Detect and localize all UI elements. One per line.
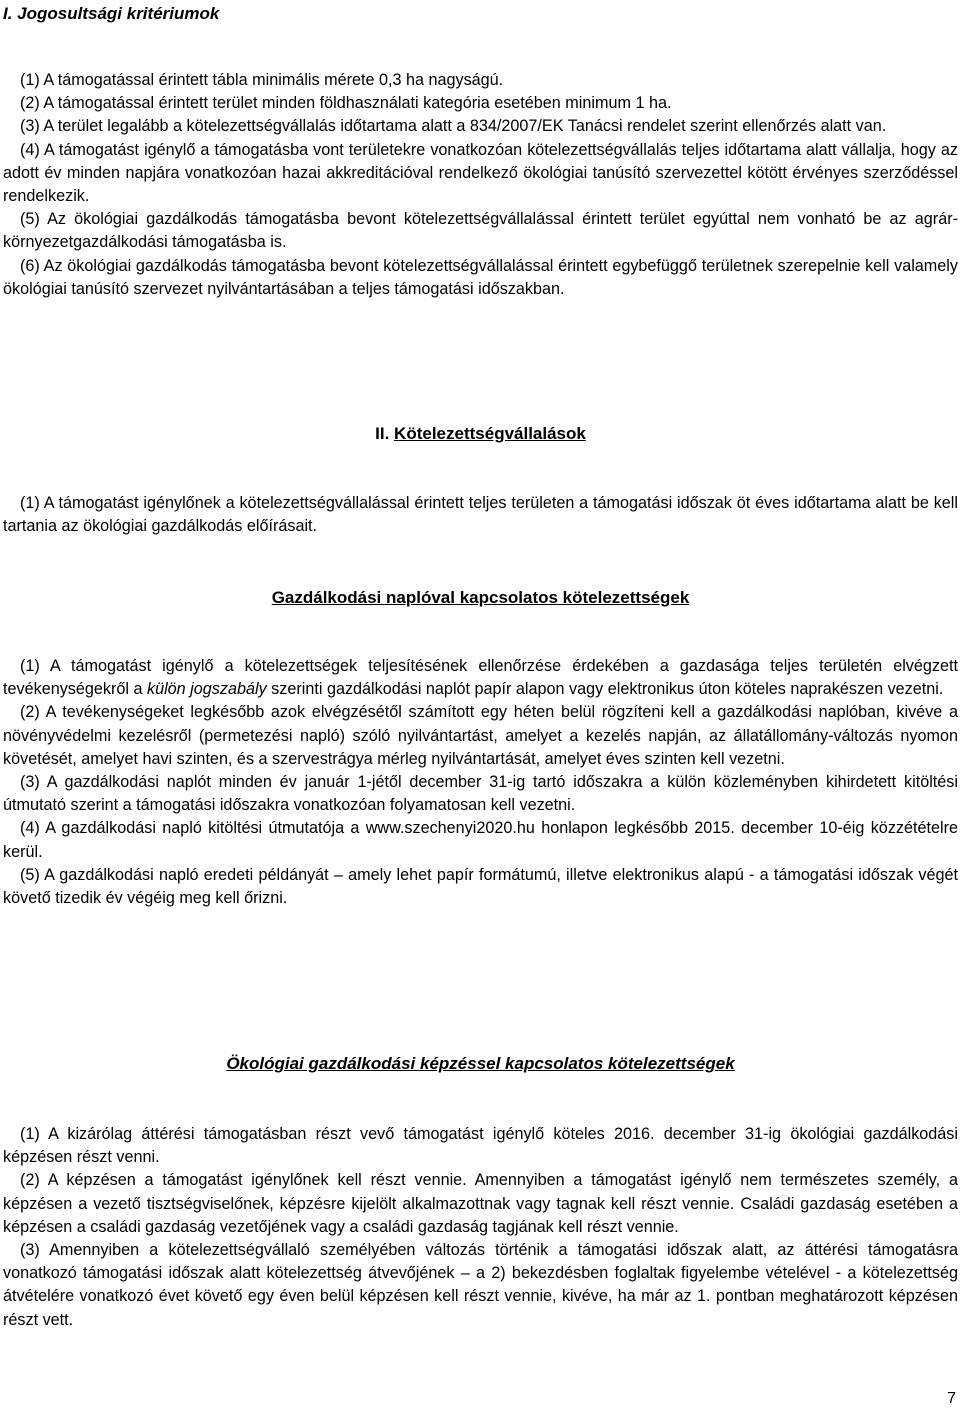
section-1-paragraph-2: (2) A támogatással érintett terület minden földhasználati kategória esetében minimum 1 ha.: [20, 94, 672, 113]
section-2-paragraph-1: (1) A támogatást igénylőnek a kötelezettségvállalással érintett teljes területen a támogatási időszak öt éves időtartama alatt be kell tartania az ökológiai gazdálkodás előírásait.: [3, 494, 958, 536]
section-3-paragraph-5: (5) A gazdálkodási napló eredeti példányát – amely lehet papír formátumú, illetve elektronikus alapú - a támogatási időszak végét követő tizedik év végéig meg kell őrizni.: [3, 865, 958, 908]
section-1-paragraph-4: (4) A támogatást igénylő a támogatásba vont területekre vonatkozóan kötelezettségvállalás teljes időtartama alatt vállalja, hogy az adott év minden napjára vonatkozóan hazai akkreditációval rendelkező ökológiai tanúsító szervezettel kötött érvényes szerződéssel rendelkezik.: [3, 140, 958, 206]
section-3-paragraph-1: [3, 655, 958, 701]
section-3-title: Gazdálkodási naplóval kapcsolatos kötelezettségek: [271, 588, 690, 607]
section-4-paragraph-3: (3) Amennyiben a kötelezettségvállaló személyében változás történik a támogatási időszak alatt, az áttérési támogatásra vonatkozó támogatási időszak alatt kötelezettség átvevőjének – a 2) bekezdésben foglaltak figyelembe vételével - a kötelezettség átvételére vonatkozó évet követő egy éven belül képzésen kell részt vennie, kivéve, ha már az 1. pontban meghatározott képzésen részt vett.: [3, 1241, 958, 1329]
section-4-paragraph-2: (2) A képzésen a támogatást igénylőnek kell részt vennie. Amennyiben a támogatást igénylő nem természetes személy, a képzésen a vezető tisztségviselőnek, képzésre kijelölt alkalmazottnak vagy tagnak kell részt vennie. Családi gazdaság esetében a képzésen a családi gazdaság vezetőjének vagy a családi gazdaság tagjának kell részt vennie.: [3, 1171, 958, 1236]
section-3-body: [3, 655, 958, 910]
section-1-paragraph-5: (5) Az ökológiai gazdálkodás támogatásba bevont kötelezettségvállalással érintett terület egyúttal nem vonható be az agrár-környezetgazdálkodási támogatásba is.: [3, 210, 958, 252]
section-3-paragraph-1-start: (1) A támogatást igénylő a kötelezettségek teljesítésének ellenőrzése érdekében a gazdasága teljes területén elvégzett tevékenységekről a: [3, 657, 958, 699]
section-3-paragraph-1-italic: külön jogszabály: [146, 680, 267, 699]
section-2-body: [3, 492, 958, 538]
section-2-title: [3, 422, 958, 445]
section-1-body: [3, 69, 958, 301]
section-2-title-prefix: II.: [375, 424, 395, 443]
section-4-title: Ökológiai gazdálkodási képzéssel kapcsolatos kötelezettségek: [226, 1054, 735, 1073]
section-2-title-main: Kötelezettségvállalások: [394, 424, 586, 443]
section-3-paragraph-1-end: szerinti gazdálkodási naplót papír alapon vagy elektronikus úton köteles naprakészen vezetni.: [266, 680, 944, 699]
section-1-title: I. Jogosultsági kritériumok: [3, 4, 220, 23]
section-4-paragraph-1: (1) A kizárólag áttérési támogatásban részt vevő támogatást igénylő köteles 2016. december 31-ig ökológiai gazdálkodási képzésen részt venni.: [3, 1125, 958, 1167]
page-number: 7: [947, 1390, 956, 1407]
section-1-paragraph-6: (6) Az ökológiai gazdálkodás támogatásba bevont kötelezettségvállalással érintett egybefüggő területnek szerepelnie kell valamely ökológiai tanúsító szervezet nyilvántartásában a teljes támogatási időszakban.: [3, 256, 958, 298]
section-4-body: [3, 1123, 958, 1332]
section-1-paragraph-1: (1) A támogatással érintett tábla minimális mérete 0,3 ha nagyságú.: [20, 71, 504, 89]
section-3-paragraph-3: (3) A gazdálkodási naplót minden év január 1-jétől december 31-ig tartó időszakra a külön közleményben kihirdetett kitöltési útmutató szerint a támogatási időszakra vonatkozóan folyamatosan kell vezetni.: [3, 773, 958, 815]
section-3-paragraph-4: (4) A gazdálkodási napló kitöltési útmutatója a www.szechenyi2020.hu honlapon legkésőbb 2015. december 10-éig közzétételre kerül.: [3, 819, 958, 861]
section-1-paragraph-3: (3) A terület legalább a kötelezettségvállalás időtartama alatt a 834/2007/EK Tanácsi rendelet szerint ellenőrzés alatt van.: [20, 117, 887, 136]
section-3-paragraph-2: (2) A tevékenységeket legkésőbb azok elvégzésétől számított egy héten belül rögzíteni kell a gazdálkodási naplóban, kivéve a növényvédelmi kezelésről (permetezési napló) szóló nyilvántartást, amelyet a kezelés napján, az állatállomány-változás nyomon követését, amelyet havi szinten, és a szervestrágya mérleg nyilvántartását, amelyet éves szinten kell vezetni.: [3, 703, 958, 768]
